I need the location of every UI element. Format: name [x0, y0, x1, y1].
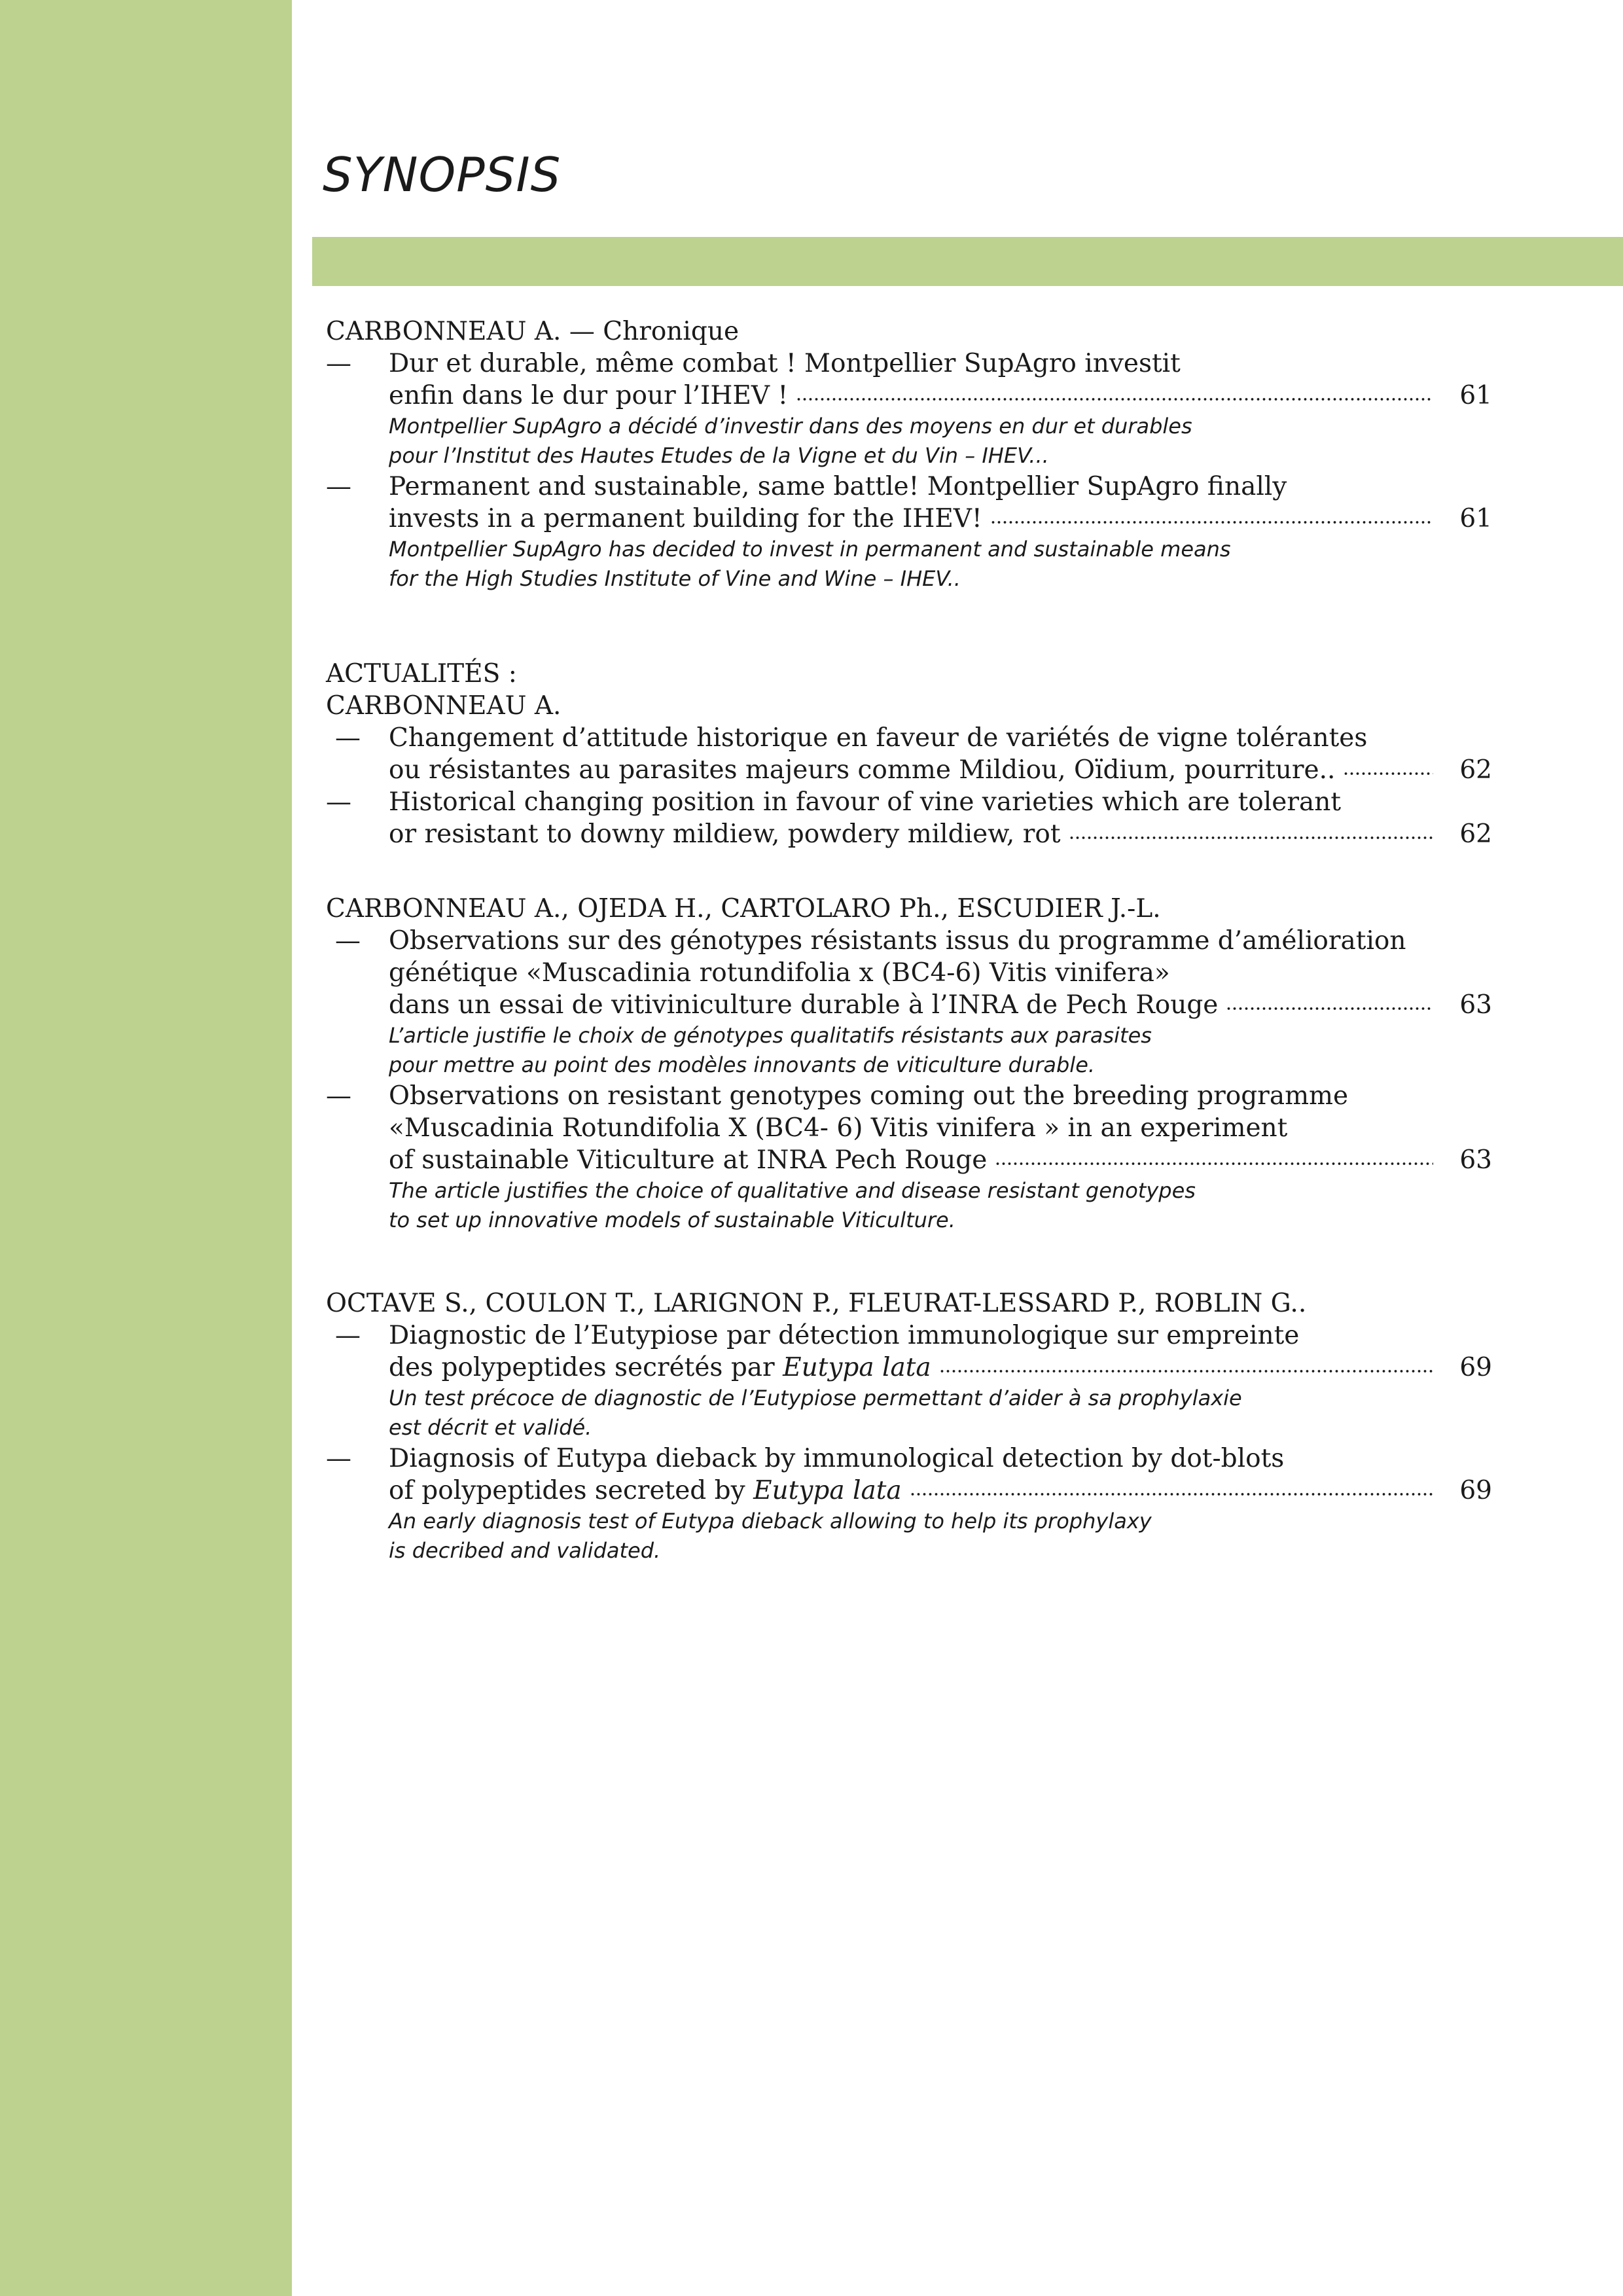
entry-summary-line: is decribed and validated. — [389, 1538, 661, 1563]
entry-summary-line: An early diagnosis test of Eutypa dieback allowing to help its prophylaxy — [389, 1509, 1152, 1534]
entry-title-line: Changement d’attitude historique en faveur de variétés de vigne tolérantes — [389, 723, 1368, 753]
section-authors: OCTAVE S., COULON T., LARIGNON P., FLEURAT-LESSARD P., ROBLIN G.. — [326, 1289, 1307, 1318]
entry-title-line: Diagnostic de l’Eutypiose par détection immunologique sur empreinte — [389, 1321, 1300, 1350]
dot-leader — [1069, 834, 1433, 841]
toc-section — [326, 658, 1492, 850]
toc-entry[interactable] — [326, 471, 1492, 594]
entry-title-text: of polypeptides secreted by — [389, 1476, 745, 1505]
toc-entry[interactable] — [326, 1443, 1492, 1566]
entry-title-line: génétique «Muscadinia rotundifolia x (BC4-6) Vitis vinifera» — [389, 958, 1170, 988]
entry-summary-line: to set up innovative models of sustainable Viticulture. — [389, 1208, 955, 1232]
entry-dash: — — [335, 1321, 361, 1350]
section-authors: CARBONNEAU A. — Chronique — [326, 317, 740, 346]
page-number: 61 — [1459, 381, 1492, 410]
section-authors: CARBONNEAU A. — [326, 691, 562, 721]
species-name: Eutypa lata — [783, 1353, 931, 1382]
entry-dash: — — [326, 1081, 351, 1111]
entry-dash: — — [326, 787, 351, 817]
toc-entry[interactable] — [326, 1080, 1492, 1235]
entry-title-text: enfin dans le dur pour l’IHEV ! — [389, 381, 789, 410]
dot-leader — [995, 1160, 1433, 1167]
entry-summary-line: Un test précoce de diagnostic de l’Eutypiose permettant d’aider à sa prophylaxie — [389, 1386, 1242, 1410]
entry-title-line: Dur et durable, même combat ! Montpellier SupAgro investit — [389, 349, 1181, 378]
toc-section — [326, 893, 1492, 1235]
dot-leader — [910, 1491, 1433, 1498]
entry-title-line: Historical changing position in favour of vine varieties which are tolerant — [389, 787, 1342, 817]
entry-title-last-line — [389, 818, 1492, 850]
toc-section — [326, 315, 1492, 594]
entry-dash: — — [335, 926, 361, 956]
page-number: 69 — [1459, 1353, 1492, 1382]
entry-summary-line: Montpellier SupAgro has decided to invest in permanent and sustainable means — [389, 537, 1231, 562]
page-title: SYNOPSIS — [323, 147, 562, 202]
page-number: 63 — [1459, 990, 1492, 1020]
entry-summary-line: for the High Studies Institute of Vine and Wine – IHEV.. — [389, 566, 961, 591]
entry-title-last-line — [389, 989, 1492, 1021]
entry-title-text: ou résistantes au parasites majeurs comme Mildiou, Oïdium, pourriture.. — [389, 755, 1336, 785]
entry-summary-line: pour l’Institut des Hautes Etudes de la Vigne et du Vin – IHEV... — [389, 443, 1049, 468]
table-of-contents — [326, 315, 1492, 1566]
entry-dash: — — [326, 1444, 351, 1473]
entry-title-last-line — [389, 1352, 1492, 1384]
section-authors: CARBONNEAU A., OJEDA H., CARTOLARO Ph., ESCUDIER J.-L. — [326, 894, 1161, 924]
entry-title-line: Observations on resistant genotypes coming out the breeding programme — [389, 1081, 1349, 1111]
toc-entry[interactable] — [326, 1319, 1492, 1443]
entry-title-last-line — [389, 503, 1492, 535]
toc-entry[interactable] — [326, 786, 1492, 850]
entry-title-line: «Muscadinia Rotundifolia X (BC4- 6) Vitis vinifera » in an experiment — [389, 1113, 1288, 1143]
entry-summary-line: Montpellier SupAgro a décidé d’investir dans des moyens en dur et durables — [389, 414, 1192, 439]
entry-title-last-line — [389, 1144, 1492, 1176]
toc-entry[interactable] — [326, 722, 1492, 786]
entry-title-text: or resistant to downy mildiew, powdery mildiew, rot — [389, 819, 1061, 849]
entry-summary-line: L’article justifie le choix de génotypes qualitatifs résistants aux parasites — [389, 1023, 1152, 1048]
entry-title-text: dans un essai de vitiviniculture durable à l’INRA de Pech Rouge — [389, 990, 1219, 1020]
entry-title-last-line — [389, 754, 1492, 786]
page-number: 63 — [1459, 1145, 1492, 1175]
entry-title-line: Observations sur des génotypes résistants issus du programme d’amélioration — [389, 926, 1406, 956]
entry-title-line: Permanent and sustainable, same battle! Montpellier SupAgro finally — [389, 472, 1287, 501]
green-sidebar — [0, 0, 292, 2296]
section-heading: ACTUALITÉS : — [326, 659, 517, 689]
page-number: 62 — [1459, 755, 1492, 785]
toc-section — [326, 1287, 1492, 1566]
entry-title-text: des polypeptides secrétés par — [389, 1353, 775, 1382]
toc-entry[interactable] — [326, 348, 1492, 471]
entry-title-text: of sustainable Viticulture at INRA Pech Rouge — [389, 1145, 988, 1175]
title-divider-bar — [312, 237, 1623, 286]
dot-leader — [796, 396, 1433, 403]
entry-summary-line: est décrit et validé. — [389, 1415, 592, 1440]
entry-dash: — — [326, 349, 351, 378]
species-name: Eutypa lata — [753, 1476, 902, 1505]
entry-summary-line: pour mettre au point des modèles innovants de viticulture durable. — [389, 1052, 1096, 1077]
dot-leader — [939, 1368, 1433, 1374]
page-number: 69 — [1459, 1476, 1492, 1505]
entry-title-text: invests in a permanent building for the IHEV! — [389, 504, 982, 533]
page-number: 62 — [1459, 819, 1492, 849]
entry-title-line: Diagnosis of Eutypa dieback by immunological detection by dot-blots — [389, 1444, 1285, 1473]
entry-title-last-line — [389, 380, 1492, 412]
dot-leader — [990, 519, 1433, 526]
dot-leader — [1343, 770, 1433, 777]
entry-title-last-line — [389, 1475, 1492, 1507]
page-number: 61 — [1459, 504, 1492, 533]
entry-summary-line: The article justifies the choice of qualitative and disease resistant genotypes — [389, 1178, 1196, 1203]
dot-leader — [1226, 1005, 1433, 1012]
entry-dash: — — [335, 723, 361, 753]
entry-dash: — — [326, 472, 351, 501]
toc-entry[interactable] — [326, 925, 1492, 1080]
